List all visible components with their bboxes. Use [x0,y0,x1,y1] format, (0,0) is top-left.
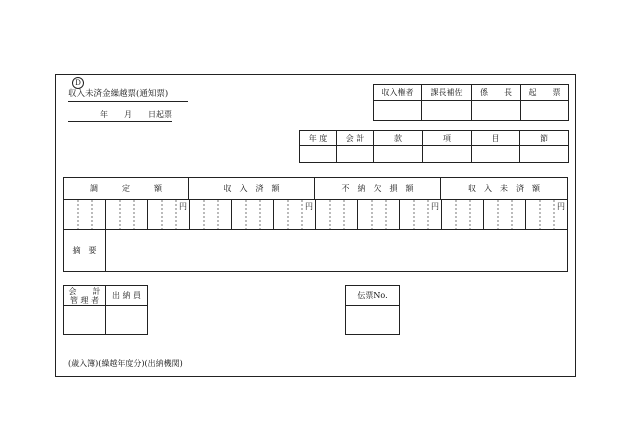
approval-stamp-cell[interactable] [422,101,472,121]
budget-header-setsu: 節 [520,131,569,146]
manager-stamp-cell[interactable] [64,306,106,335]
yen-unit: 円 [557,202,565,211]
approval-header-drafter: 起 票 [521,85,569,101]
slip-table [345,285,400,335]
amount-header-unreceived: 収 入 未 済 額 [468,183,540,193]
form-marker: D [72,77,84,89]
budget-header-kan: 款 [374,131,423,146]
summary-label: 摘 要 [72,245,97,255]
approval-stamp-cell[interactable] [374,101,422,121]
budget-table [299,130,569,163]
budget-header-year: 年 度 [300,131,337,146]
approval-header-chief: 係 長 [472,85,521,101]
amount-digit-row[interactable] [64,200,567,230]
budget-header-moku: 目 [472,131,520,146]
budget-cell[interactable] [520,146,569,163]
budget-cell[interactable] [300,146,337,163]
amounts-table [63,177,568,272]
budget-cell[interactable] [472,146,520,163]
approval-table [373,84,569,121]
date-line: 年 月 日起票 [68,111,172,122]
budget-cell[interactable] [374,146,423,163]
signoff-manager-header [64,286,106,306]
digit-grid [64,200,567,229]
yen-unit: 円 [431,202,439,211]
signoff-cashier-header: 出 納 員 [106,286,148,306]
amount-header-received: 収 入 済 額 [189,178,315,199]
footer-note: (歳入簿)(繰越年度分)(出納機関) [68,359,183,368]
cashier-stamp-cell[interactable] [106,306,148,335]
approval-header-deputy: 課長補佐 [422,85,472,101]
form-title: 収入未済金繰越票(通知票) [68,90,188,102]
slip-number-field[interactable] [346,306,400,335]
amount-header-writeoff: 不 納 欠 損 額 [315,178,441,199]
amount-header-assessed: 調 定 額 [90,183,162,193]
signoff-table [63,285,148,335]
budget-header-account: 会 計 [337,131,374,146]
budget-cell[interactable] [423,146,472,163]
yen-unit: 円 [179,202,187,211]
approval-stamp-cell[interactable] [472,101,521,121]
manager-label-line2: 管 理 者 [69,295,100,305]
budget-cell[interactable] [337,146,374,163]
budget-header-kou: 項 [423,131,472,146]
slip-number-label: 伝票No. [346,286,400,306]
manager-label-line1: 会 計 [68,286,101,296]
summary-field[interactable] [106,230,567,271]
approval-header-receiver: 収入権者 [374,85,422,101]
yen-unit: 円 [305,202,313,211]
approval-stamp-cell[interactable] [521,101,569,121]
